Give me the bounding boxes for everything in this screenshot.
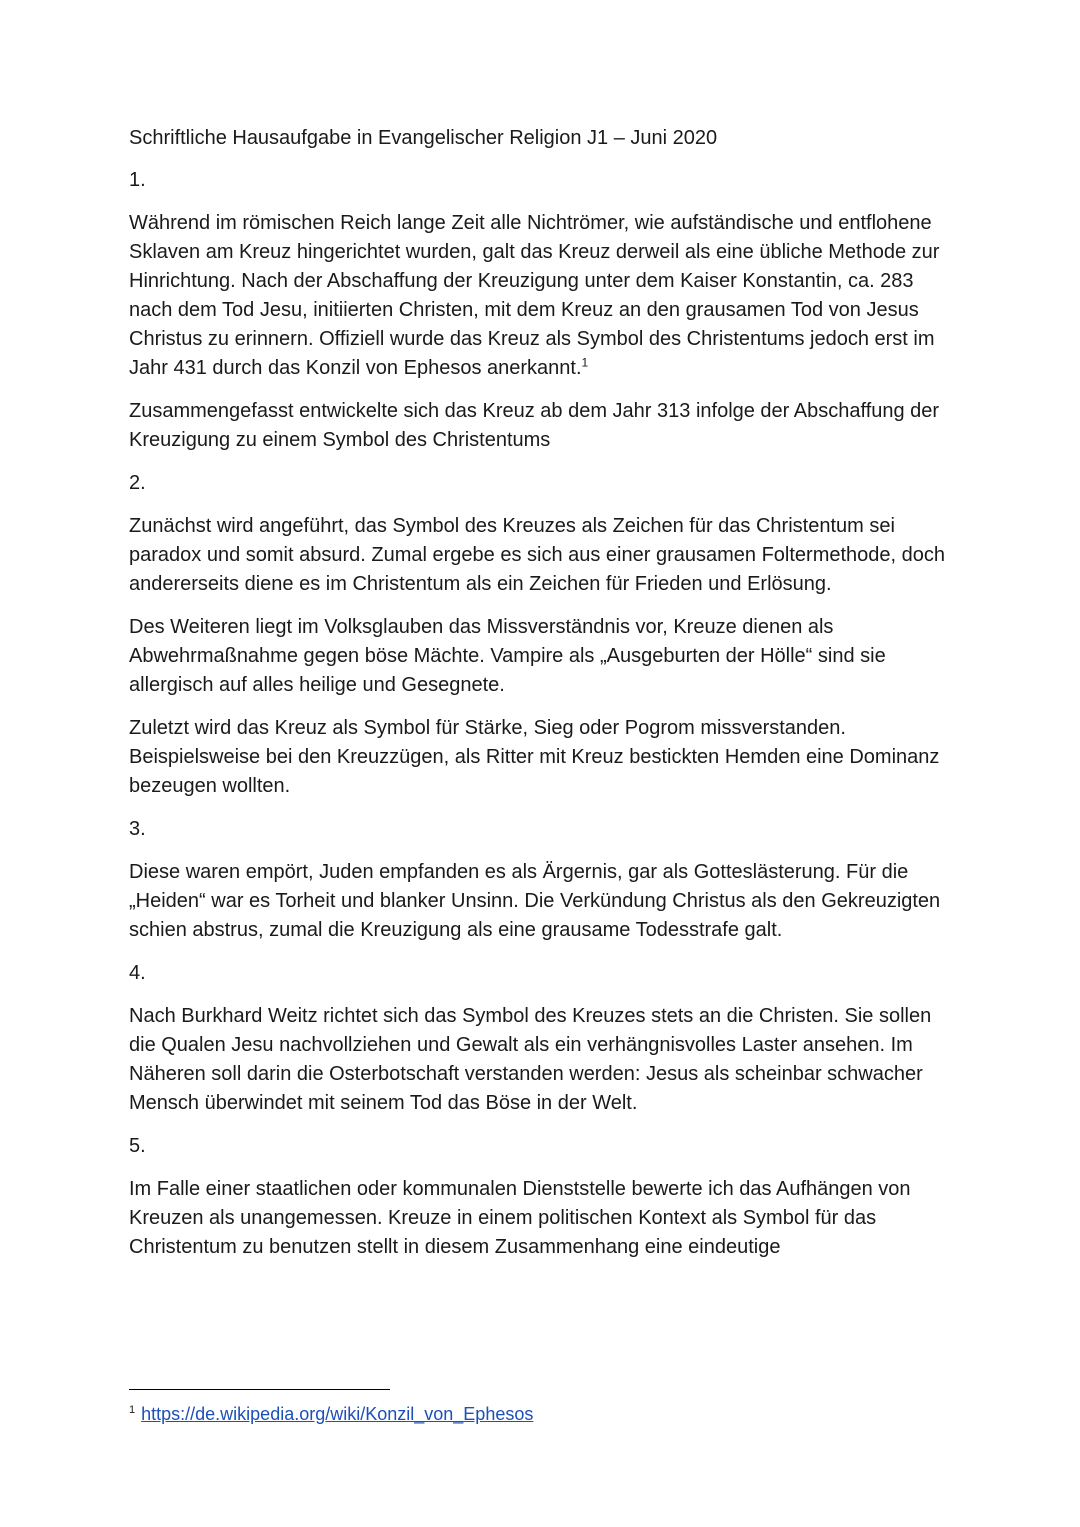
paragraph: Zuletzt wird das Kreuz als Symbol für Stärke, Sieg oder Pogrom missverstanden. Beispielsweise bei den Kreuzzügen, als Ritter mit Kreuz bestickten Hemden eine Dominanz bezeugen wollten. (129, 717, 940, 797)
section-5 (129, 1132, 959, 1262)
footnote (129, 1401, 533, 1427)
section-number: 3. (129, 818, 146, 840)
footnote-reference: 1 (581, 355, 589, 370)
paragraph: Im Falle einer staatlichen oder kommunalen Dienststelle bewerte ich das Aufhängen von Kreuzen als unangemessen. Kreuze in einem politischen Kontext als Symbol für das Christentum zu benutzen stellt in diesem Zusammenhang eine eindeutige (129, 1178, 911, 1258)
section-number: 5. (129, 1135, 146, 1157)
document-title: Schriftliche Hausaufgabe in Evangelischer Religion J1 – Juni 2020 (129, 127, 718, 149)
section-2 (129, 469, 959, 801)
footnote-link[interactable]: https://de.wikipedia.org/wiki/Konzil_von_Ephesos (141, 1404, 534, 1424)
section-4 (129, 959, 959, 1118)
paragraph: Während im römischen Reich lange Zeit alle Nichtrömer, wie aufständische und entflohene Sklaven am Kreuz hingerichtet wurden, galt das Kreuz derweil als eine übliche Methode zur Hinrichtung. Nach der Abschaffung der Kreuzigung unter dem Kaiser Konstantin, ca. 283 nach dem Tod Jesu, initiierten Christen, mit dem Kreuz an den grausamen Tod von Jesus Christus zu erinnern. Offiziell wurde das Kreuz als Symbol des Christentums jedoch erst im Jahr 431 durch das Konzil von Ephesos anerkannt.$^1$ (129, 212, 940, 379)
section-number: 4. (129, 962, 146, 984)
paragraph: Zunächst wird angeführt, das Symbol des Kreuzes als Zeichen für das Christentum sei paradox und somit absurd. Zumal ergebe es sich aus einer grausamen Foltermethode, doch andererseits diene es im Christentum als ein Zeichen für Frieden und Erlösung. (129, 515, 946, 595)
section-1 (129, 166, 959, 455)
paragraph: Zusammengefasst entwickelte sich das Kreuz ab dem Jahr 313 infolge der Abschaffung der Kreuzigung zu einem Symbol des Christentums (129, 400, 940, 451)
footnote-number: 1 (129, 1404, 136, 1416)
paragraph: Nach Burkhard Weitz richtet sich das Symbol des Kreuzes stets an die Christen. Sie sollen die Qualen Jesu nachvollziehen und Gewalt als ein verhängnisvolles Laster ansehen. Im Näheren soll darin die Osterbotschaft verstanden werden: Jesus als scheinbar schwacher Mensch überwindet mit seinem Tod das Böse in der Welt. (129, 1005, 932, 1114)
paragraph: Des Weiteren liegt im Volksglauben das Missverständnis vor, Kreuze dienen als Abwehrmaßnahme gegen böse Mächte. Vampire als „Ausgeburten der Hölle“ sind sie allergisch auf alles heilige und Gesegnete. (129, 616, 886, 696)
section-number: 2. (129, 472, 146, 494)
paragraph: Diese waren empört, Juden empfanden es als Ärgernis, gar als Gotteslästerung. Für die „Heiden“ war es Torheit und blanker Unsinn. Die Verkündung Christus als den Gekreuzigten schien abstrus, zumal die Kreuzigung als eine grausame Todesstrafe galt. (129, 861, 941, 941)
footnote-divider (129, 1389, 390, 1390)
section-number: 1. (129, 169, 146, 191)
section-3 (129, 815, 959, 945)
document-body (129, 124, 959, 1276)
